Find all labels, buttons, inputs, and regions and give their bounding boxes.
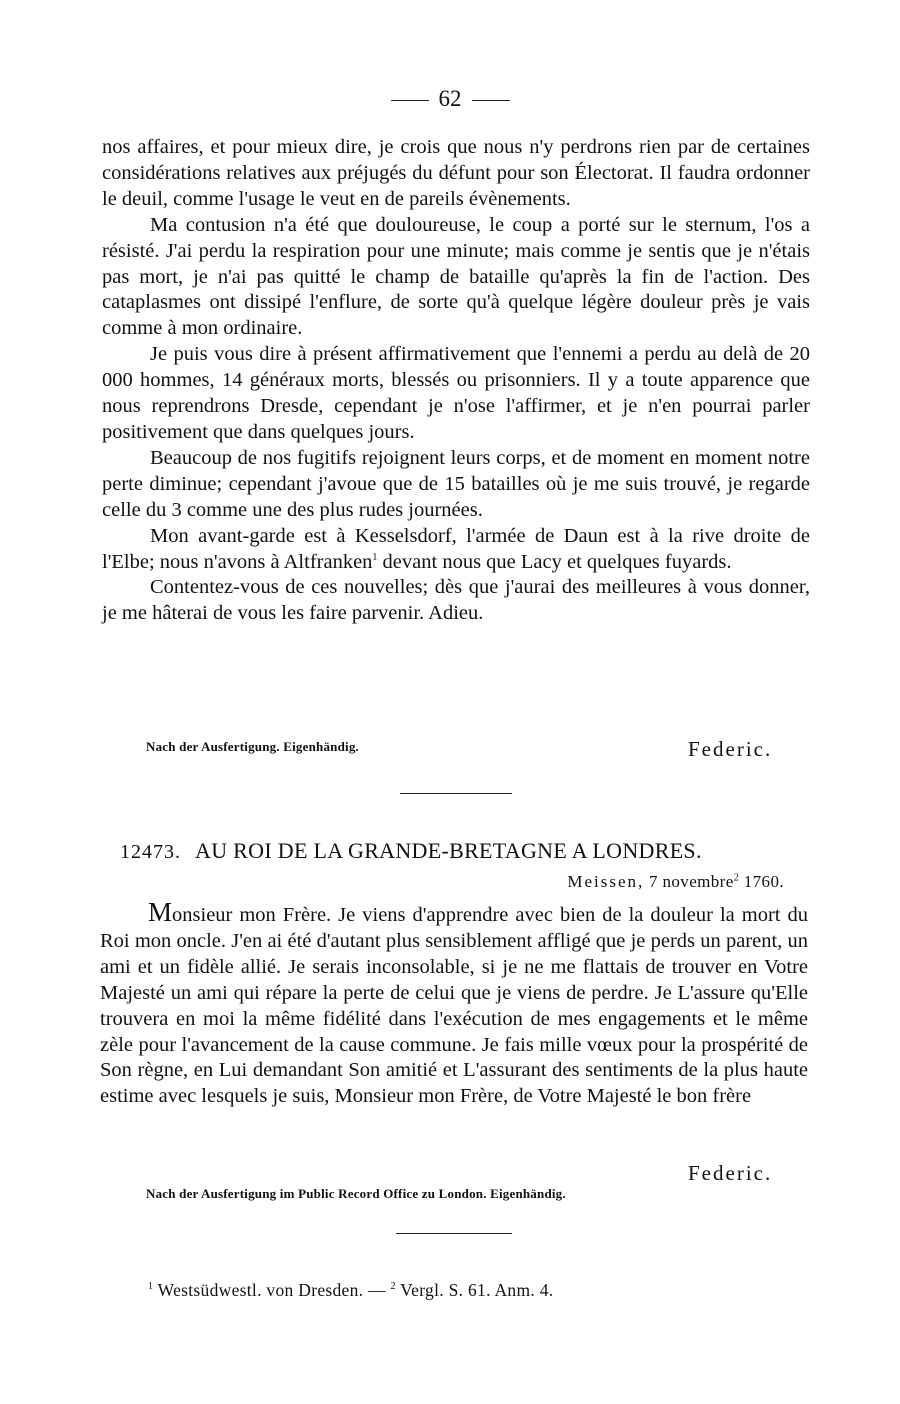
footnotes — [148, 1280, 553, 1301]
letter-number: 12473. — [120, 841, 181, 863]
source-note-1: Nach der Ausfertigung. Eigenhändig. — [146, 739, 359, 754]
continuation-text — [102, 135, 810, 627]
paragraph-1: nos affaires, et pour mieux dire, je crois que nous n'y perdrons rien par de certaines considérations relatives aux préjugés du défunt pour son Électorat. Il faudra ordonner le deuil, comme l'usage le veut en de pareils évènements. — [102, 136, 810, 210]
signature-1: Federic. — [688, 737, 773, 761]
footnote-ref-1: 1 — [372, 551, 378, 563]
paragraph-5-after: devant nous que Lacy et quelques fuyards. — [377, 550, 732, 573]
footnote-mark-1: 1 — [148, 1281, 154, 1293]
footnote-divider — [396, 1233, 512, 1234]
signature-2: Federic. — [688, 1161, 773, 1185]
page-number — [0, 86, 900, 112]
letter-title: AU ROI DE LA GRANDE-BRETAGNE A LONDRES. — [195, 838, 702, 863]
footnote-ref-2: 2 — [733, 872, 740, 884]
letter-body — [100, 897, 808, 1110]
date-place: Meissen, — [567, 872, 645, 891]
paragraph-4: Beaucoup de nos fugitifs rejoignent leurs corps, et de moment en moment notre perte diminue; cependant j'avoue que de 15 batailles où je me suis trouvé, je regarde celle du 3 comme une des plus rudes journées. — [102, 446, 810, 521]
section-divider-1 — [400, 793, 512, 794]
paragraph-6: Contentez-vous de ces nouvelles; dès que j'aurai des meilleures à vous donner, je me hâterai de vous les faire parvenir. Adieu. — [102, 576, 810, 625]
paragraph-2: Ma contusion n'a été que douloureuse, le coup a porté sur le sternum, l'os a résisté. J'ai perdu la respiration pour une minute; mais comme je sentis que je n'étais pas mort, je n'ai pas quitté le champ de bataille qu'après la fin de l'action. Des cataplasmes ont dissipé l'enflure, de sorte qu'à quelque légère douleur près je vais comme à mon ordinaire. — [102, 213, 810, 340]
date-year: 1760. — [739, 872, 784, 891]
source-note-2: Nach der Ausfertigung im Public Record Office zu London. Eigenhändig. — [146, 1186, 566, 1201]
letter-paragraph: Monsieur mon Frère. Je viens d'apprendre avec bien de la douleur la mort du Roi mon oncle. J'en ai été d'autant plus sensiblement affligé que je perds un parent, un ami et un fidèle allié. Je serais inconsolable, si je ne me flattais de trouver en Votre Majesté un ami qui répare la perte de celui que je viens de perdre. Je L'assure qu'Elle trouvera en moi la même fidélité dans l'exécution de mes engagements et le même zèle pour l'avancement de la cause commune. Je fais mille vœux pour la prospérité de Son règne, en Lui demandant Son amitié et L'assurant des sentiments de la plus haute estime avec lesquels je suis, Monsieur mon Frère, de Votre Majesté le bon frère — [100, 897, 808, 1108]
page-number-dash-right — [472, 100, 510, 101]
letter-heading — [120, 838, 800, 864]
letter-dateline — [567, 872, 784, 892]
page-number-text: 62 — [438, 86, 462, 111]
paragraph-3: Je puis vous dire à présent affirmativement que l'ennemi a perdu au delà de 20 000 hommes, 14 généraux morts, blessés ou prisonniers. Il y a toute apparence que nous reprendrons Dresde, cependant je n'ose l'affirmer, et je n'en pourrai parler positivement que dans quelques jours. — [102, 343, 810, 443]
page-number-dash-left — [391, 100, 429, 101]
footnote-text-2: Vergl. S. 61. Anm. 4. — [395, 1280, 554, 1300]
paragraph-5 — [102, 524, 810, 576]
footnote-text-1: Westsüdwestl. von Dresden. — — [153, 1280, 391, 1300]
paragraph-5-before: Mon avant-garde est à Kesselsdorf, l'armée de Daun est à la rive droite de l'Elbe; nous n'avons à Altfranken — [102, 524, 810, 573]
date-text: 7 novembre — [644, 872, 734, 891]
footnote-mark-2: 2 — [390, 1281, 396, 1293]
